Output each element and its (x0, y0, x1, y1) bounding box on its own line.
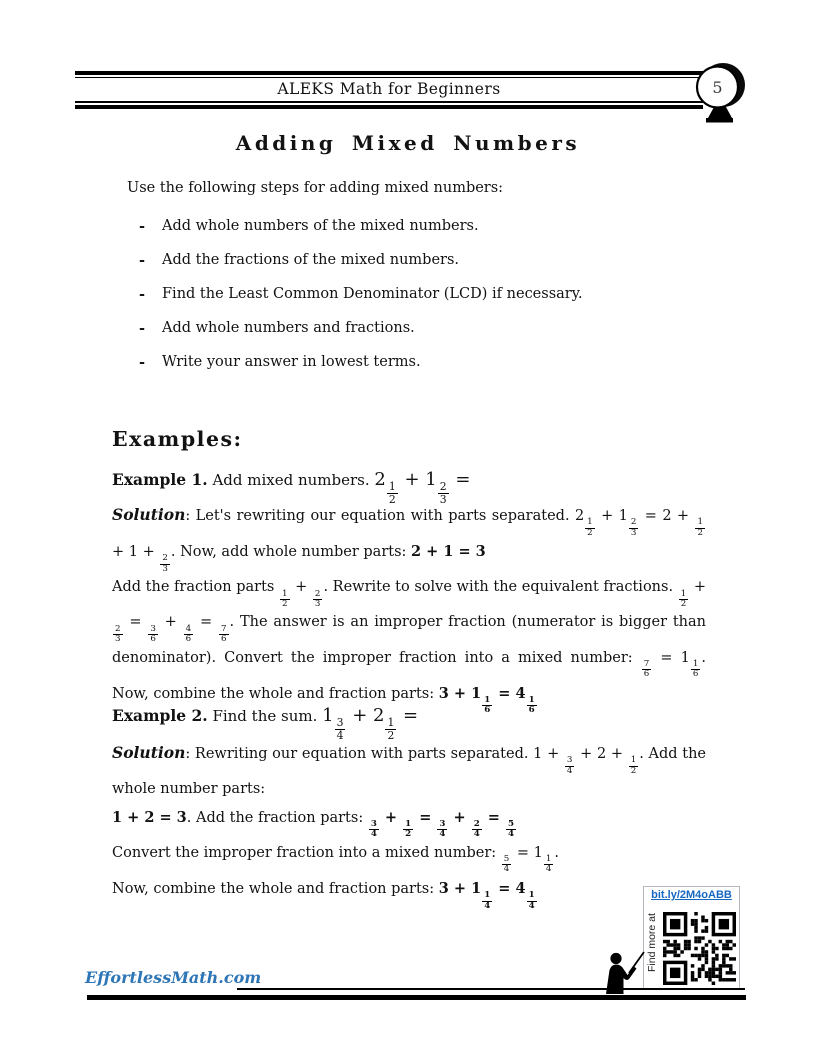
example1-label: Example 1. (112, 470, 208, 489)
qr-panel (643, 886, 740, 990)
example1-prompt: Add mixed numbers. (207, 471, 375, 489)
footer-rule-thin (237, 988, 745, 990)
bullet-dash: - (139, 218, 146, 235)
example2-prompt: Find the sum. (207, 707, 323, 725)
example1-solution (112, 501, 706, 716)
bitly-link[interactable]: bit.ly/2M4oABB (651, 889, 732, 901)
page-header (75, 71, 703, 109)
header-rule-bottom-thin (75, 101, 703, 102)
book-title: ALEKS Math for Beginners (277, 80, 501, 99)
example2-solution (112, 739, 706, 911)
bullet-dash: - (139, 252, 146, 269)
example1-equation: 2 $\frac{1}{2}$ + 1 $\frac{2}{3}$ = (374, 469, 471, 507)
list-item (139, 286, 583, 320)
steps-list (139, 218, 583, 388)
examples-heading: Examples: (112, 427, 243, 451)
header-rule-bottom-thick (75, 105, 703, 109)
step-text: Find the Least Common Denominator (LCD) if necessary. (162, 286, 583, 302)
solution2-paragraph-4: Now, combine the whole and fraction parts: 3 + 1 $\frac{1}{4}$ = 4 $\frac{1}{4}$ (112, 879, 535, 911)
list-item (139, 354, 583, 388)
site-link[interactable]: EffortlessMath.com (85, 968, 262, 987)
bullet-dash: - (139, 354, 146, 371)
list-item (139, 218, 583, 252)
step-text: Write your answer in lowest terms. (162, 354, 421, 370)
page-number: 5 (712, 78, 723, 97)
bullet-dash: - (139, 320, 146, 337)
qr-code-icon (663, 912, 736, 985)
solution2-paragraph-3: Convert the improper fraction into a mixed number: $\frac{5}{4}$ = 1 $\frac{1}{4}$ . (112, 844, 560, 875)
solution2-paragraph-2: 1 + 2 = 3. Add the fraction parts: $\frac{3}{4}$ + $\frac{1}{2}$ = $\frac{3}{4}$ + $\frac{2}{4}$ = $\frac{5}{4}$ (112, 808, 515, 840)
step-text: Add whole numbers and fractions. (162, 320, 415, 336)
find-more-label: Find more at (646, 913, 658, 973)
bullet-dash: - (139, 286, 146, 303)
list-item (139, 252, 583, 286)
solution1-paragraph-1: Solution: Let's rewriting our equation with parts separated. 2 $\frac{1}{2}$ + 1 $\frac{2}{3}$ = 2 + $\frac{1}{2}$ + 1 + $\frac{2}{3}$ . Now, add whole number parts: 2 + 1 = 3 (112, 505, 703, 574)
list-item (139, 320, 583, 354)
example2-heading (112, 700, 712, 742)
example2-label: Example 2. (112, 706, 208, 725)
solution1-paragraph-2: Add the fraction parts $\frac{1}{2}$ + $\frac{2}{3}$ . Rewrite to solve with the equivalent fractions. $\frac{1}{2}$ + $\frac{2}{3}$ = $\frac{3}{6}$ + $\frac{4}{6}$ = $\frac{7}{6}$ . The answer is an improper fraction (numerator is bigger than denominator). Convert the improper fraction into a mixed number: $\frac{7}{6}$ = 1 $\frac{1}{6}$ . Now, combine the whole and fraction parts: 3 + 1 $\frac{1}{6}$ = 4 $\frac{1}{6}$ (112, 579, 706, 716)
example1-heading (112, 464, 712, 506)
step-text: Add the fractions of the mixed numbers. (162, 252, 460, 268)
solution2-paragraph-1: Solution: Rewriting our equation with parts separated. 1 + $\frac{3}{4}$ + 2 + $\frac{1}{2}$ . Add the whole number parts: (112, 743, 706, 798)
footer-rule-thick (87, 995, 746, 1000)
globe-page-badge-icon (695, 62, 747, 126)
step-text: Add whole numbers of the mixed numbers. (162, 218, 479, 234)
page-title: Adding Mixed Numbers (235, 131, 581, 155)
intro-text: Use the following steps for adding mixed numbers: (127, 180, 504, 196)
example2-equation: 1 $\frac{3}{4}$ + 2 $\frac{1}{2}$ = (322, 705, 419, 743)
header-rule-top-thick (75, 71, 703, 75)
